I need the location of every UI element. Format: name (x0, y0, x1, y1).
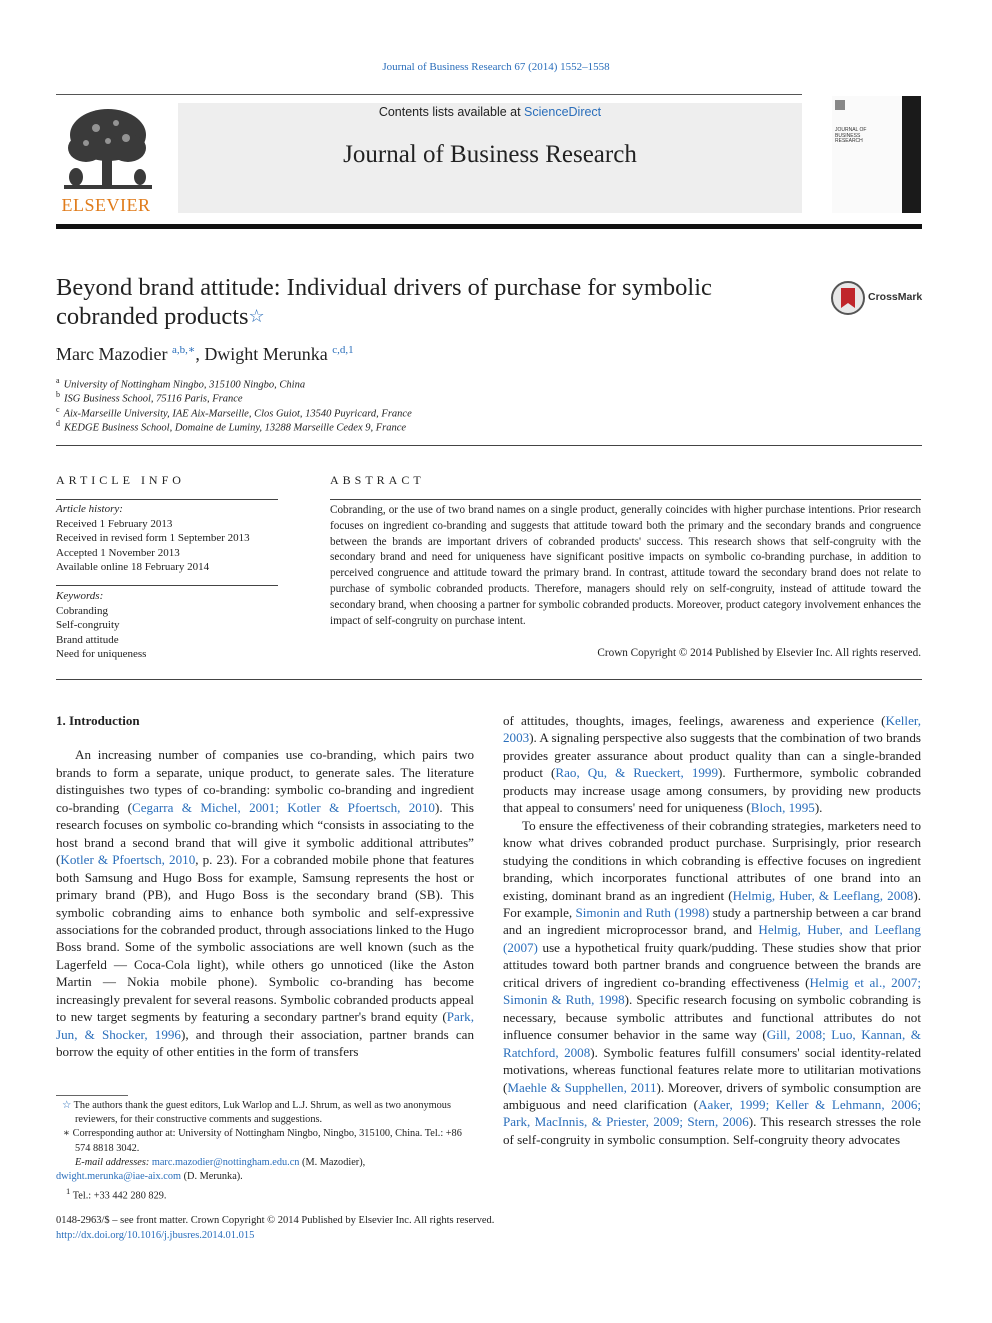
article-history (56, 502, 286, 575)
citation-link[interactable]: Maehle & Supphellen, 2011 (507, 1079, 657, 1095)
email-link[interactable]: marc.mazodier@nottingham.edu.cn (151, 1156, 300, 1168)
abstract-text: Cobranding, or the use of two brand names on a single product, generally coincides with higher purchase intentions. Prior research focuses on ingredient co-branding and suggests that attitude toward both the primary and the secondary brands and congruence between the brands are important drivers of cobranded products' success. This research shows that self-congruity with the secondary brand and need for uniqueness have significant positive impacts on symbolic co-branding purchase, in addition to perceived congruence and attitude toward the primary brand. In contrast, attitude toward the secondary brand does not relate to purchase of symbolic cobranded products. Therefore, managers should rely on self-congruity, instead of attitude toward the secondary brand, when choosing a partner for symbolic cobranded products. Moreover, product category involvement enhances the impact of self-congruity on purchase intent. (330, 504, 921, 627)
sciencedirect-link[interactable]: ScienceDirect (524, 105, 602, 119)
affil-text: ISG Business School, 75116 Paris, France (64, 393, 243, 405)
text: ). A signaling perspective also suggests that the combination of two brands provides greater assurance about product quality than can a single-branded product ( (503, 730, 921, 781)
cover-line: BUSINESS (835, 132, 861, 139)
footnote-text: The authors thank the guest editors, Luk Warlop and L.J. Shrum, as well as two anonymous reviewers, for their constructive comments and suggestions. (73, 1100, 451, 1126)
footnote (56, 1099, 474, 1127)
elsevier-wordmark: ELSEVIER (61, 195, 151, 215)
footnote-emails (56, 1156, 474, 1170)
footnote-star-icon: ☆ (62, 1100, 72, 1111)
affiliation (56, 390, 756, 405)
citation-link[interactable]: Helmig, Huber, & Leeflang, 2008 (732, 887, 914, 903)
body-right-column (503, 712, 921, 1148)
text: ). Specific research focusing on symbolic cobranding is necessary, because symbolic attributes and functional attributes do not influence consumer behavior in the same way ( (503, 992, 921, 1043)
history-item: Available online 18 February 2014 (56, 561, 210, 574)
citation-link[interactable]: Bloch, 1995 (750, 800, 815, 816)
text: ). Furthermore, symbolic cobranded products may increase usage among consumers, by providing new products that appeal to consumers' need for uniqueness ( (503, 765, 921, 816)
footnote (56, 1184, 474, 1204)
text: An increasing number of companies use co-branding, which pairs two brands to form a separate, unique product, to generate sales. The literature distinguishes two types of co-branding: symbolic co-branding and ingredient co-branding ( (56, 747, 474, 815)
author-name[interactable]: Dwight Merunka (204, 344, 328, 364)
article-info-rule (56, 499, 278, 500)
citation-link[interactable]: Kotler & Pfoertsch, 2010 (60, 852, 196, 868)
text: ). This research stresses the role of self-congruity in symbolic consumption. Self-congruity theory advocates (503, 1114, 921, 1147)
affil-mark: c (56, 405, 60, 414)
text: To ensure the effectiveness of their cobranding strategies, marketers need to know what drives cobranded product purchase. Surprisingly, prior research studying the conditions in which cobranding is effective focuses on ingredient branding, which incorporates functional attributes of one brand into an existing, dominant brand as an ingredient ( (503, 817, 921, 903)
keywords-rule (56, 585, 278, 586)
citation-link[interactable]: Simonin and Ruth (1998) (575, 904, 710, 920)
abstract-heading: ABSTRACT (330, 473, 425, 487)
email-owner: (M. Mazodier), (299, 1156, 366, 1168)
journal-name: Journal of Business Research (343, 141, 637, 168)
header-thick-rule (56, 224, 922, 229)
citation-link[interactable]: Rao, Qu, & Rueckert, 1999 (555, 765, 719, 781)
abstract-rule (330, 499, 921, 500)
footnote-text: Tel.: +33 442 280 829. (72, 1190, 167, 1202)
author-name[interactable]: Marc Mazodier (56, 344, 168, 364)
citation-link[interactable]: Aaker, 1999; Keller & Lehmann, 2006; Park, MacInnis, & Priester, 2009; Stern, 2006 (503, 1096, 922, 1130)
keyword: Need for uniqueness (56, 648, 147, 661)
text: ). Symbolic features fulfill consumers' social identity-related motivations, whereas functional features relate more to utilitarian motivations ( (503, 1044, 921, 1095)
doi-link[interactable]: http://dx.doi.org/10.1016/j.jbusres.2014.01.015 (56, 1230, 255, 1241)
email-label: E-mail addresses: (75, 1156, 150, 1168)
text: ). Moreover, drivers of symbolic consumption are ambiguous and need clarification ( (503, 1079, 921, 1112)
crossmark-badge[interactable] (830, 280, 930, 316)
text: ). For example, (503, 887, 921, 920)
text: ). This research focuses on symbolic co-branding which “consists in associating to the host brand a second brand that will give it symbolic additional attributes” ( (56, 799, 474, 868)
email-owner: (D. Merunka). (181, 1171, 243, 1183)
affil-text: KEDGE Business School, Domaine de Luminy, 13288 Marseille Cedex 9, France (64, 422, 407, 434)
footnote-number: 1 (66, 1186, 71, 1197)
citation-link[interactable]: Keller, 2003 (503, 713, 921, 746)
header-rule (56, 94, 802, 95)
keyword: Cobranding (56, 604, 108, 617)
article-title (56, 273, 796, 331)
contents-prefix: Contents lists available at (378, 105, 525, 119)
journal-reference[interactable]: Journal of Business Research 67 (2014) 1552–1558 (382, 61, 610, 73)
citation-link[interactable]: Gill, 2008; Luo, Kannan, & Ratchford, 2008 (503, 1027, 921, 1060)
author-separator: , (195, 344, 205, 364)
history-item: Accepted 1 November 2013 (56, 546, 180, 559)
text: ), and through their association, partner brands can borrow the equity of other entities in the form of transfers (56, 1026, 474, 1060)
title-footnote-star-icon[interactable]: ☆ (248, 306, 265, 326)
paragraph (503, 712, 921, 817)
article-info-heading: ARTICLE INFO (56, 473, 185, 487)
crossmark-icon (830, 280, 866, 316)
cover-line: RESEARCH (835, 138, 863, 144)
affil-text: University of Nottingham Ningbo, 315100 Ningbo, China (63, 379, 306, 391)
keywords-label: Keywords: (56, 590, 104, 602)
text: study a partnership between a car brand and an ingredient microprocessor brand, and (503, 904, 921, 938)
journal-cover (832, 96, 921, 213)
body-left-column (56, 712, 474, 1061)
affiliation (56, 419, 756, 434)
keyword: Brand attitude (56, 633, 119, 646)
footnote-asterisk: ∗ (63, 1128, 70, 1140)
paragraph (56, 746, 474, 1060)
affil-mark: b (56, 390, 60, 399)
title-line-2: cobranded products (56, 303, 249, 330)
title-line-1: Beyond brand attitude: Individual drivers of purchase for symbolic (56, 274, 712, 301)
journal-cover-image (832, 96, 921, 213)
keywords-list (56, 589, 286, 662)
author-affil-marks[interactable]: c,d,1 (332, 344, 354, 356)
crossmark-label: CrossMark (868, 291, 923, 303)
affiliation (56, 405, 756, 420)
affil-mark: a (56, 376, 60, 385)
history-label: Article history: (56, 503, 123, 515)
section-rule (56, 445, 922, 446)
citation-link[interactable]: Helmig, Huber, and Leeflang (2007) (503, 922, 921, 955)
section-heading: 1. Introduction (56, 713, 140, 728)
section-rule (56, 679, 922, 680)
citation-link[interactable]: Helmig et al., 2007; Simonin & Ruth, 1998 (503, 974, 921, 1008)
text: use a hypothetical fruity quark/pudding. These studies show that prior attitudes toward both partner brands and congruence between the brands are critical drivers of ingredient co-branding effectiveness ( (503, 939, 921, 990)
citation-link[interactable]: Park, Jun, & Shocker, 1996 (56, 1009, 474, 1042)
text: of attitudes, thoughts, images, feelings, awareness and experience ( (503, 713, 886, 728)
citation-link[interactable]: Cegarra & Michel, 2001; Kotler & Pfoertsch, 2010 (132, 799, 435, 815)
paragraph (503, 817, 921, 1149)
abstract-copyright: Crown Copyright © 2014 Published by Elsevier Inc. All rights reserved. (597, 647, 921, 659)
footnote-emails-cont (56, 1170, 474, 1184)
footnotes (56, 1099, 474, 1204)
text: , p. 23). For a cobranded mobile phone that features both Samsung and Hugo Boss for example, Samsung represents the host or primary brand (PB), and Hugo Boss is the secondary brand (SB). This symbolic cobranding aims to enhance both symbolic and self-expressive associations for the cobranded product, through associations linked to the Hugo Boss brand. Some of the symbolic associations are well known (such as the Lagerfeld — Coca-Cola light), while others go unnoticed (like the Aston Martin — Nokia mobile phone). Symbolic co-branding has become increasingly prevalent for several reasons. Symbolic cobranded products appeal to new target segments by featuring a secondary partner's brand equity ( (56, 852, 474, 1025)
page-footer (56, 1213, 936, 1243)
author-list (56, 343, 756, 365)
email-link[interactable]: dwight.merunka@iae-aix.com (56, 1171, 181, 1183)
affiliation (56, 376, 756, 391)
affil-text: Aix-Marseille University, IAE Aix-Marseille, Clos Guiot, 13540 Puyricard, France (63, 408, 412, 420)
issn-line: 0148-2963/$ – see front matter. Crown Copyright © 2014 Published by Elsevier Inc. All rights reserved. (56, 1215, 495, 1226)
affil-mark: d (56, 419, 60, 428)
keyword: Self-congruity (56, 619, 120, 632)
cover-line: JOURNAL OF (835, 127, 867, 133)
history-item: Received in revised form 1 September 2013 (56, 532, 250, 545)
footnote (56, 1127, 474, 1155)
text: ). (814, 800, 823, 816)
history-item: Received 1 February 2013 (56, 517, 173, 530)
contents-line (178, 105, 802, 119)
author-affil-marks[interactable]: a,b,∗ (171, 344, 196, 356)
footnote-text: Corresponding author at: University of Nottingham Ningbo, Ningbo, 315100, China. Tel.: +86 574 8818 3042. (72, 1128, 462, 1154)
footnote-rule (56, 1095, 128, 1096)
